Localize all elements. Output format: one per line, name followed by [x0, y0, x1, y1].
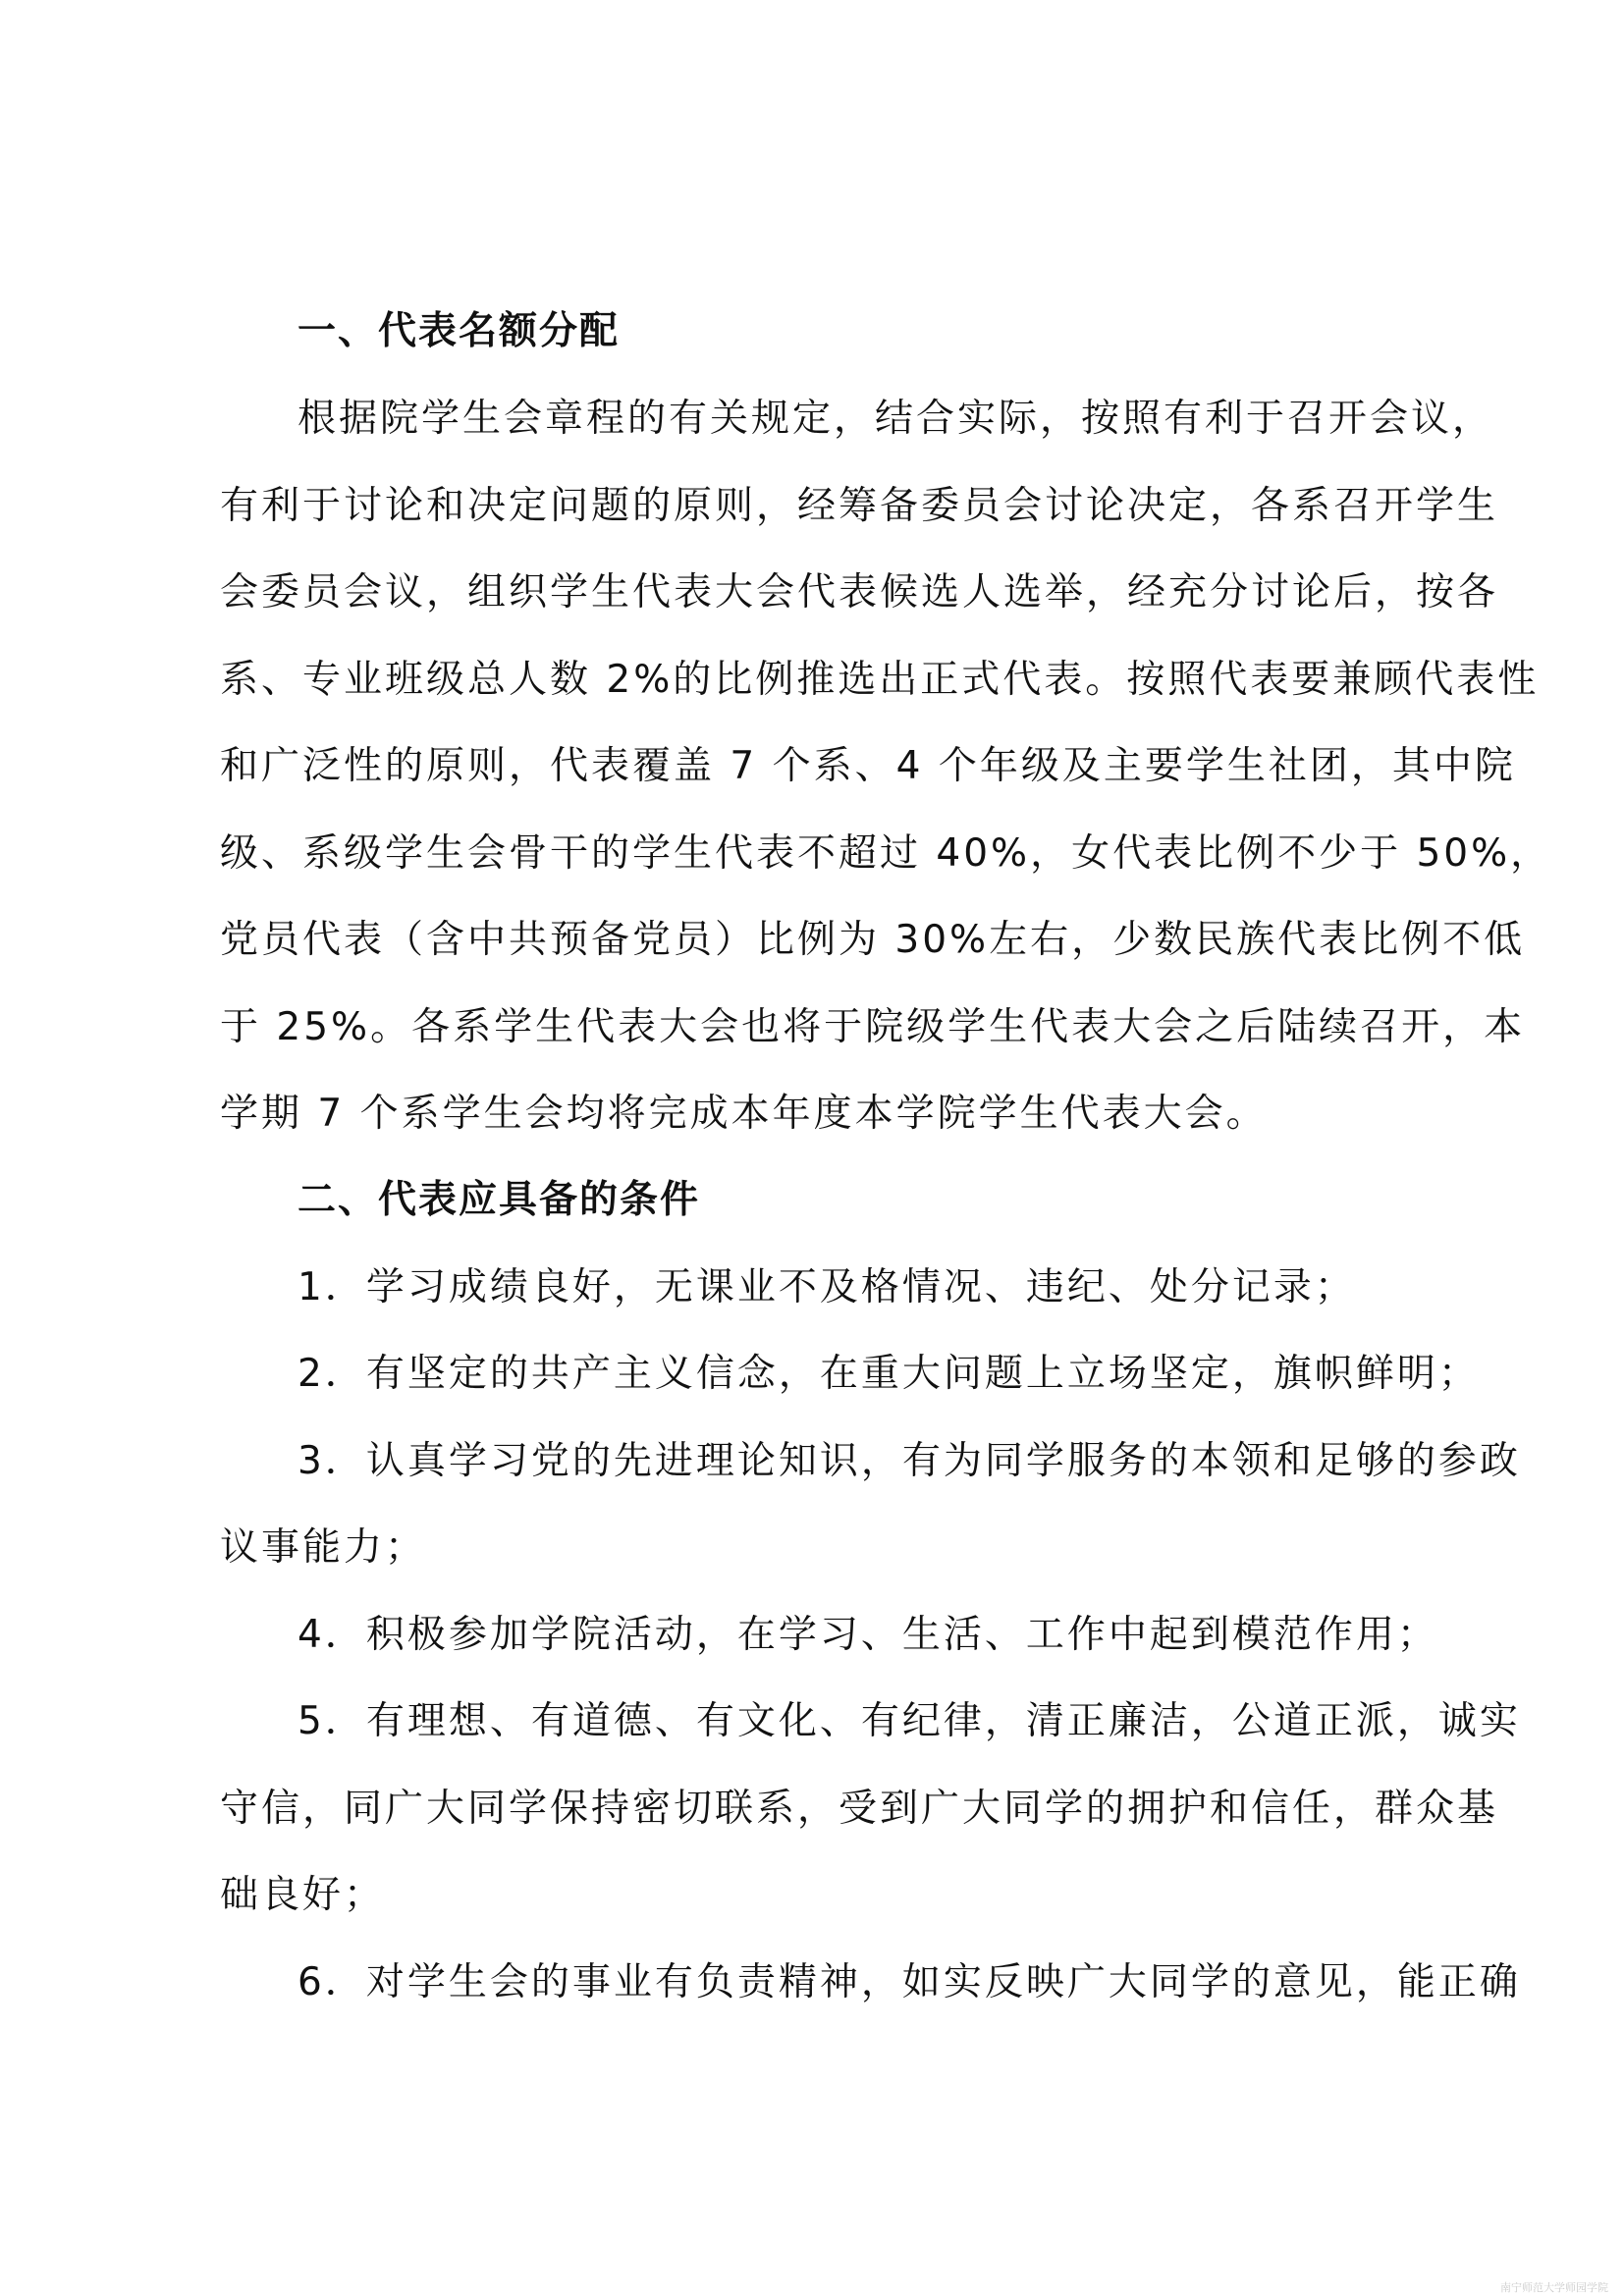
- paragraph-line: 学期 7 个系学生会均将完成本年度本学院学生代表大会。: [220, 1092, 1268, 1136]
- paragraph-line: 系、专业班级总人数 2%的比例推选出正式代表。按照代表要兼顾代表性: [220, 658, 1540, 702]
- paragraph-line: 党员代表（含中共预备党员）比例为 30%左右，少数民族代表比例不低: [220, 918, 1526, 962]
- paragraph-line: 有利于讨论和决定问题的原则，经筹备委员会讨论决定，各系召开学生: [220, 484, 1499, 528]
- paragraph-line: 会委员会议，组织学生代表大会代表候选人选举，经充分讨论后，按各: [220, 570, 1499, 614]
- paragraph-line: 根据院学生会章程的有关规定，结合实际，按照有利于召开会议，: [298, 397, 1494, 441]
- list-item: 议事能力；: [220, 1525, 427, 1570]
- watermark: 南宁师范大学师园学院: [1500, 2281, 1608, 2294]
- list-item: 4．积极参加学院活动，在学习、生活、工作中起到模范作用；: [298, 1613, 1438, 1657]
- list-item: 6．对学生会的事业有负责精神，如实反映广大同学的意见，能正确: [298, 1960, 1521, 2004]
- paragraph-line: 和广泛性的原则，代表覆盖 7 个系、4 个年级及主要学生社团，其中院: [220, 744, 1516, 788]
- list-item: 5．有理想、有道德、有文化、有纪律，清正廉洁，公道正派，诚实: [298, 1699, 1521, 1743]
- list-item: 守信，同广大同学保持密切联系，受到广大同学的拥护和信任，群众基: [220, 1787, 1499, 1831]
- paragraph-line: 于 25%。各系学生代表大会也将于院级学生代表大会之后陆续召开，本: [220, 1005, 1526, 1049]
- list-item: 1．学习成绩良好，无课业不及格情况、违纪、处分记录；: [298, 1265, 1356, 1309]
- section-heading-quota: 一、代表名额分配: [298, 309, 621, 353]
- list-item: 2．有坚定的共产主义信念，在重大问题上立场坚定，旗帜鲜明；: [298, 1352, 1480, 1396]
- list-item: 3．认真学习党的先进理论知识，有为同学服务的本领和足够的参政: [298, 1439, 1521, 1483]
- paragraph-line: 级、系级学生会骨干的学生代表不超过 40%，女代表比例不少于 50%，: [220, 831, 1552, 876]
- section-heading-conditions: 二、代表应具备的条件: [298, 1178, 701, 1222]
- list-item: 础良好；: [220, 1873, 386, 1917]
